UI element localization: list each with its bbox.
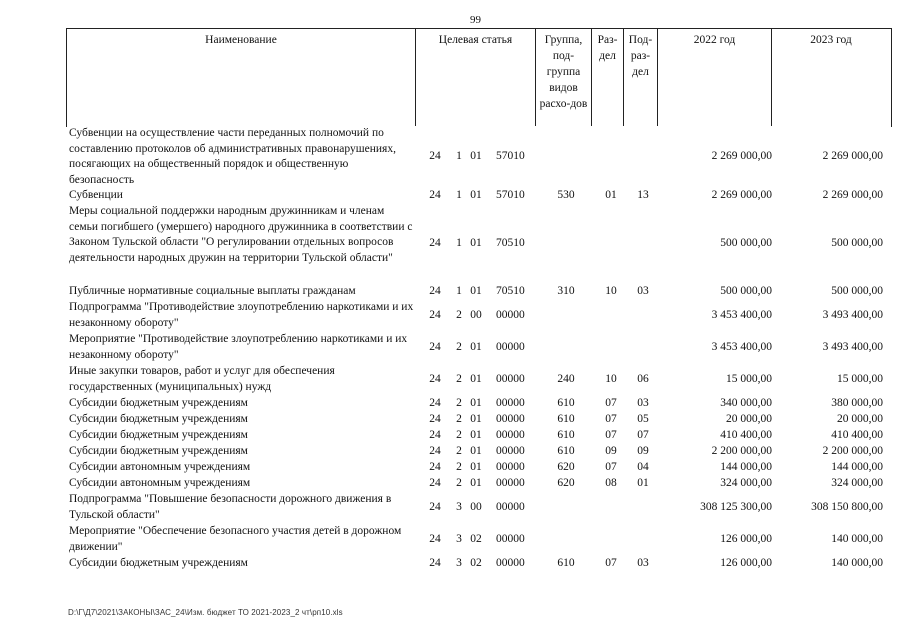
row-name: Субсидии автономным учреждениям [69,461,251,473]
row-2022: 2 269 000,00 [711,150,772,162]
target-code-program: 24 [429,237,441,249]
row-2022: 410 400,00 [720,429,772,441]
row-2022: 500 000,00 [720,285,772,297]
table-row [66,300,890,332]
row-2023: 308 150 800,00 [811,501,883,513]
target-code-subprogram: 1 [456,285,462,297]
target-code-activity: 01 [470,285,482,297]
row-subsection: 07 [637,429,649,441]
row-section: 07 [605,397,617,409]
target-code-subprogram: 2 [456,461,462,473]
target-code-program: 24 [429,461,441,473]
row-name: Субсидии бюджетным учреждениям [69,429,248,441]
row-group: 610 [557,413,575,425]
row-2022: 15 000,00 [726,373,772,385]
row-subsection: 04 [637,461,649,473]
row-2023: 3 493 400,00 [822,341,883,353]
row-subsection: 01 [637,477,649,489]
target-code-activity: 01 [470,461,482,473]
target-code-activity: 01 [470,397,482,409]
target-code-subprogram: 1 [456,150,462,162]
target-code-program: 24 [429,150,441,162]
table-row [66,460,890,476]
row-name: Субвенции [69,189,123,201]
header-2023: 2023 год [771,28,890,126]
row-2022: 3 453 400,00 [711,341,772,353]
row-section: 07 [605,429,617,441]
row-2023: 410 400,00 [831,429,883,441]
row-section: 01 [605,189,617,201]
file-path-footer: D:\Г\Д7\2021\ЗАКОНЫ\ЗАС_24\Изм. бюджет ТО 2021-2023_2 чт\рп10.xls [68,608,343,617]
target-code-subprogram: 2 [456,341,462,353]
row-name: Подпрограмма "Повышение безопасности дорожного движения в Тульской области" [69,493,392,521]
target-code-subprogram: 3 [456,557,462,569]
row-name: Субсидии автономным учреждениям [69,477,251,489]
target-code-subprogram: 2 [456,445,462,457]
target-code-activity: 01 [470,150,482,162]
target-code-direction: 00000 [496,413,525,425]
row-section: 09 [605,445,617,457]
target-code-program: 24 [429,189,441,201]
row-2022: 2 269 000,00 [711,189,772,201]
target-code-subprogram: 1 [456,189,462,201]
target-code-program: 24 [429,477,441,489]
target-code-direction: 70510 [496,237,525,249]
row-name: Мероприятие "Обеспечение безопасного участия детей в дорожном движении" [69,525,402,553]
table-row [66,492,890,524]
target-code-direction: 00000 [496,477,525,489]
header-section: Раз-дел [591,28,623,126]
row-group: 610 [557,445,575,457]
table-row [66,396,890,412]
row-name: Публичные нормативные социальные выплаты гражданам [69,285,356,297]
row-2023: 20 000,00 [837,413,883,425]
target-code-program: 24 [429,533,441,545]
target-code-activity: 02 [470,533,482,545]
row-2023: 15 000,00 [837,373,883,385]
target-code-subprogram: 2 [456,413,462,425]
table-row [66,332,890,364]
row-2023: 140 000,00 [831,533,883,545]
target-code-program: 24 [429,413,441,425]
table-row [66,364,890,396]
row-section: 08 [605,477,617,489]
target-code-program: 24 [429,557,441,569]
target-code-subprogram: 2 [456,429,462,441]
target-code-subprogram: 2 [456,477,462,489]
target-code-direction: 57010 [496,150,525,162]
row-group: 530 [557,189,575,201]
target-code-activity: 01 [470,237,482,249]
target-code-subprogram: 2 [456,397,462,409]
row-section: 10 [605,285,617,297]
target-code-activity: 01 [470,429,482,441]
budget-table-body [66,126,890,572]
target-code-program: 24 [429,501,441,513]
target-code-activity: 01 [470,477,482,489]
target-code-program: 24 [429,429,441,441]
row-section: 07 [605,461,617,473]
row-name: Субсидии бюджетным учреждениям [69,397,248,409]
page-number: 99 [470,14,481,26]
row-subsection: 05 [637,413,649,425]
target-code-direction: 57010 [496,189,525,201]
target-code-direction: 00000 [496,397,525,409]
row-subsection: 03 [637,557,649,569]
table-row [66,556,890,572]
row-2023: 2 269 000,00 [822,189,883,201]
row-group: 240 [557,373,575,385]
row-name: Иные закупки товаров, работ и услуг для обеспечения государственных (муниципальных) нужд [69,365,335,393]
row-subsection: 13 [637,189,649,201]
target-code-activity: 01 [470,373,482,385]
row-group: 610 [557,397,575,409]
header-2022: 2022 год [657,28,771,126]
target-code-activity: 01 [470,445,482,457]
table-row [66,188,890,204]
target-code-direction: 00000 [496,557,525,569]
row-2023: 500 000,00 [831,285,883,297]
row-section: 07 [605,557,617,569]
row-name: Мероприятие "Противодействие злоупотреблению наркотиками и их незаконному обороту" [69,333,408,361]
row-2022: 308 125 300,00 [700,501,772,513]
target-code-program: 24 [429,445,441,457]
table-row [66,524,890,556]
row-section: 07 [605,413,617,425]
target-code-activity: 01 [470,189,482,201]
row-name: Подпрограмма "Противодействие злоупотреблению наркотиками и их незаконному обороту" [69,301,414,329]
row-group: 620 [557,477,575,489]
row-2022: 2 200 000,00 [711,445,772,457]
row-group: 620 [557,461,575,473]
target-code-direction: 00000 [496,429,525,441]
row-2022: 144 000,00 [720,461,772,473]
target-code-activity: 00 [470,309,482,321]
row-2022: 126 000,00 [720,533,772,545]
row-group: 310 [557,285,575,297]
row-2023: 140 000,00 [831,557,883,569]
row-subsection: 03 [637,285,649,297]
target-code-program: 24 [429,341,441,353]
table-row [66,428,890,444]
target-code-direction: 70510 [496,285,525,297]
row-name: Субвенции на осуществление части переданных полномочий по составлению протоколов об административных правонарушениях, посягающих на общественный порядок и общественную безопасность [69,127,396,186]
target-code-subprogram: 3 [456,501,462,513]
target-code-program: 24 [429,397,441,409]
target-code-activity: 01 [470,413,482,425]
header-target: Целевая статья [415,28,535,126]
target-code-direction: 00000 [496,501,525,513]
row-2023: 144 000,00 [831,461,883,473]
row-section: 10 [605,373,617,385]
row-2022: 500 000,00 [720,237,772,249]
target-code-program: 24 [429,285,441,297]
row-subsection: 09 [637,445,649,457]
target-code-subprogram: 3 [456,533,462,545]
row-group: 610 [557,557,575,569]
target-code-direction: 00000 [496,341,525,353]
row-2022: 3 453 400,00 [711,309,772,321]
row-subsection: 03 [637,397,649,409]
table-row [66,476,890,492]
header-name: Наименование [205,34,277,46]
table-row [66,444,890,460]
target-code-activity: 02 [470,557,482,569]
row-2022: 20 000,00 [726,413,772,425]
target-code-direction: 00000 [496,445,525,457]
table-row [66,204,890,284]
row-name: Субсидии бюджетным учреждениям [69,445,248,457]
row-2023: 500 000,00 [831,237,883,249]
row-2023: 3 493 400,00 [822,309,883,321]
table-row [66,412,890,428]
row-2023: 324 000,00 [831,477,883,489]
row-name: Меры социальной поддержки народным дружинникам и членам семьи погибшего (умершего) народного дружинника в соответствии с Законом Тульской области "О регулировании отдельных вопросов деятельности народных дружин на территории Тульской области" [69,205,413,264]
target-code-activity: 01 [470,341,482,353]
target-code-direction: 00000 [496,533,525,545]
target-code-subprogram: 2 [456,309,462,321]
header-subsection: Под-раз-дел [623,28,657,126]
target-code-direction: 00000 [496,309,525,321]
row-subsection: 06 [637,373,649,385]
row-2023: 2 200 000,00 [822,445,883,457]
target-code-subprogram: 2 [456,373,462,385]
row-2022: 324 000,00 [720,477,772,489]
target-code-direction: 00000 [496,461,525,473]
target-code-activity: 00 [470,501,482,513]
row-2023: 380 000,00 [831,397,883,409]
target-code-program: 24 [429,309,441,321]
row-name: Субсидии бюджетным учреждениям [69,557,248,569]
row-2022: 126 000,00 [720,557,772,569]
table-row [66,284,890,300]
target-code-direction: 00000 [496,373,525,385]
row-2023: 2 269 000,00 [822,150,883,162]
target-code-subprogram: 1 [456,237,462,249]
target-code-program: 24 [429,373,441,385]
row-name: Субсидии бюджетным учреждениям [69,413,248,425]
row-group: 610 [557,429,575,441]
row-2022: 340 000,00 [720,397,772,409]
table-row [66,126,890,188]
header-group: Группа, под-группа видов расхо-дов [535,28,591,126]
